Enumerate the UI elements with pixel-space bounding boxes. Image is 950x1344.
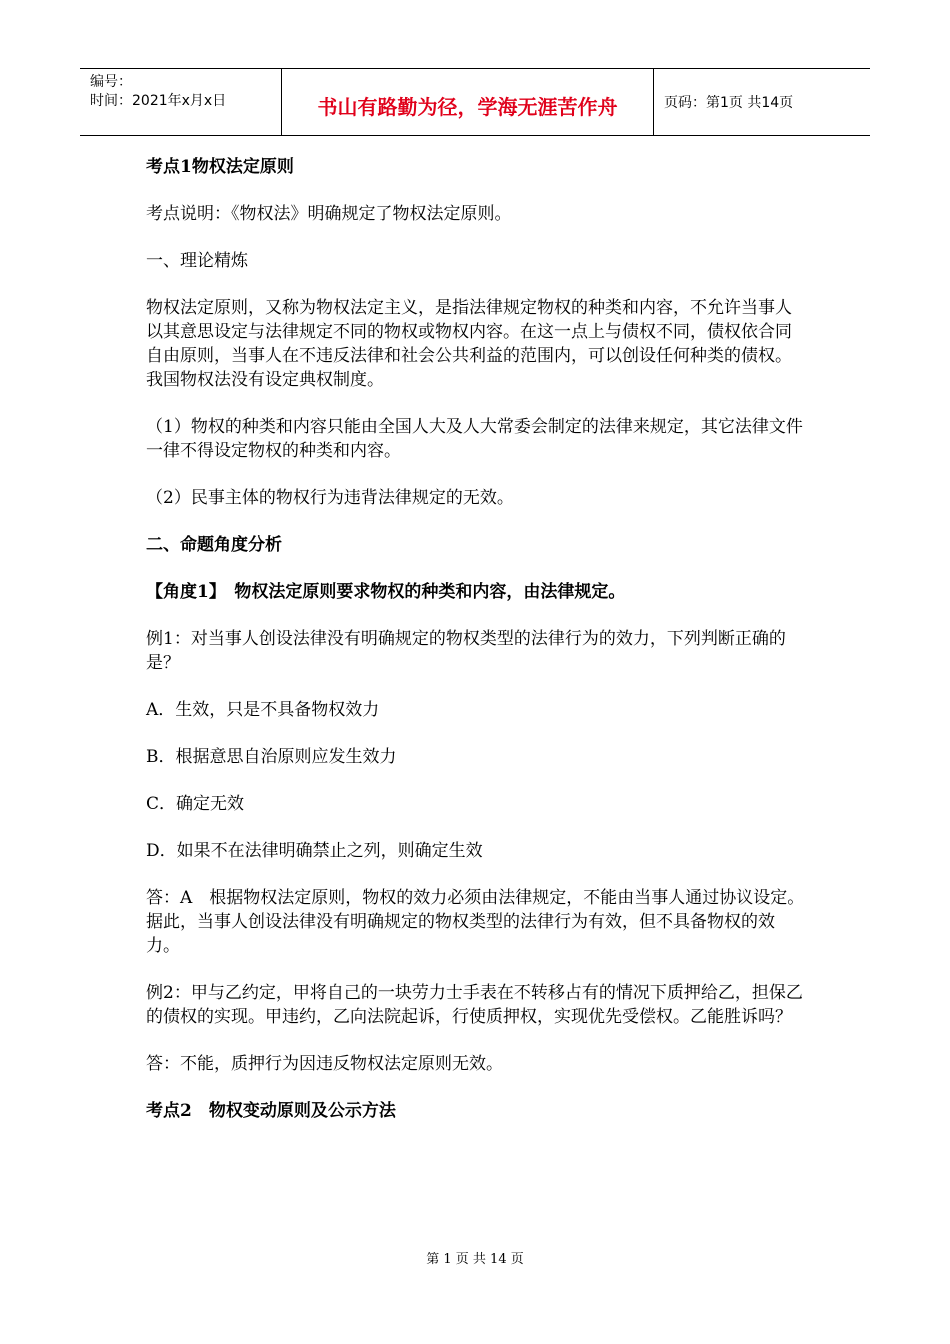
option-b: B．根据意思自治原则应发生效力 [146, 747, 397, 767]
section-description: 考点说明：《物权法》明确规定了物权法定原则。 [146, 204, 512, 224]
example-2-question: 例2：甲与乙约定，甲将自己的一块劳力士手表在不转移占有的情况下质押给乙，担保乙的债权的实现。甲违约，乙向法院起诉，行使质押权，实现优先受偿权。乙能胜诉吗？ [146, 983, 803, 1027]
document-number: 编号： [90, 74, 132, 90]
header-meta [80, 69, 282, 135]
document-date: 时间：2021年x月x日 [90, 93, 227, 109]
rule-item-1: （1）物权的种类和内容只能由全国人大及人大常委会制定的法律来规定，其它法律文件一律不得设定物权的种类和内容。 [146, 417, 803, 461]
header-motto: 书山有路勤为径，学海无涯苦作舟 [282, 69, 654, 135]
section-title-2: 考点2 物权变动原则及公示方法 [146, 1101, 396, 1121]
option-a: A．生效，只是不具备物权效力 [146, 700, 380, 720]
example-1-question: 例1：对当事人创设法律没有明确规定的物权类型的法律行为的效力，下列判断正确的是？ [146, 629, 786, 673]
option-d: D．如果不在法律明确禁止之列，则确定生效 [146, 841, 483, 861]
page-header [80, 68, 870, 136]
rule-item-2: （2）民事主体的物权行为违背法律规定的无效。 [146, 488, 514, 508]
example-1-answer: 答：A 根据物权法定原则，物权的效力必须由法律规定，不能由当事人通过协议设定。据此，当事人创设法律没有明确规定的物权类型的法律行为有效，但不具备物权的效力。 [146, 888, 805, 956]
subsection-heading-analysis: 二、命题角度分析 [146, 535, 282, 555]
angle-heading: 【角度1】 物权法定原则要求物权的种类和内容，由法律规定。 [146, 582, 626, 602]
page-footer: 第 1 页 共 14 页 [426, 1252, 524, 1267]
document-body [146, 155, 806, 1146]
theory-paragraph: 物权法定原则，又称为物权法定主义，是指法律规定物权的种类和内容，不允许当事人以其意思设定与法律规定不同的物权或物权内容。在这一点上与债权不同，债权依合同自由原则，当事人在不违反法律和社会公共利益的范围内，可以创设任何种类的债权。我国物权法没有设定典权制度。 [146, 298, 792, 390]
section-title-1: 考点1物权法定原则 [146, 157, 294, 177]
header-page-info: 页码：第1页 共14页 [664, 95, 794, 111]
subsection-heading-theory: 一、理论精炼 [146, 251, 248, 271]
example-2-answer: 答：不能，质押行为因违反物权法定原则无效。 [146, 1054, 503, 1074]
option-c: C．确定无效 [146, 794, 245, 814]
